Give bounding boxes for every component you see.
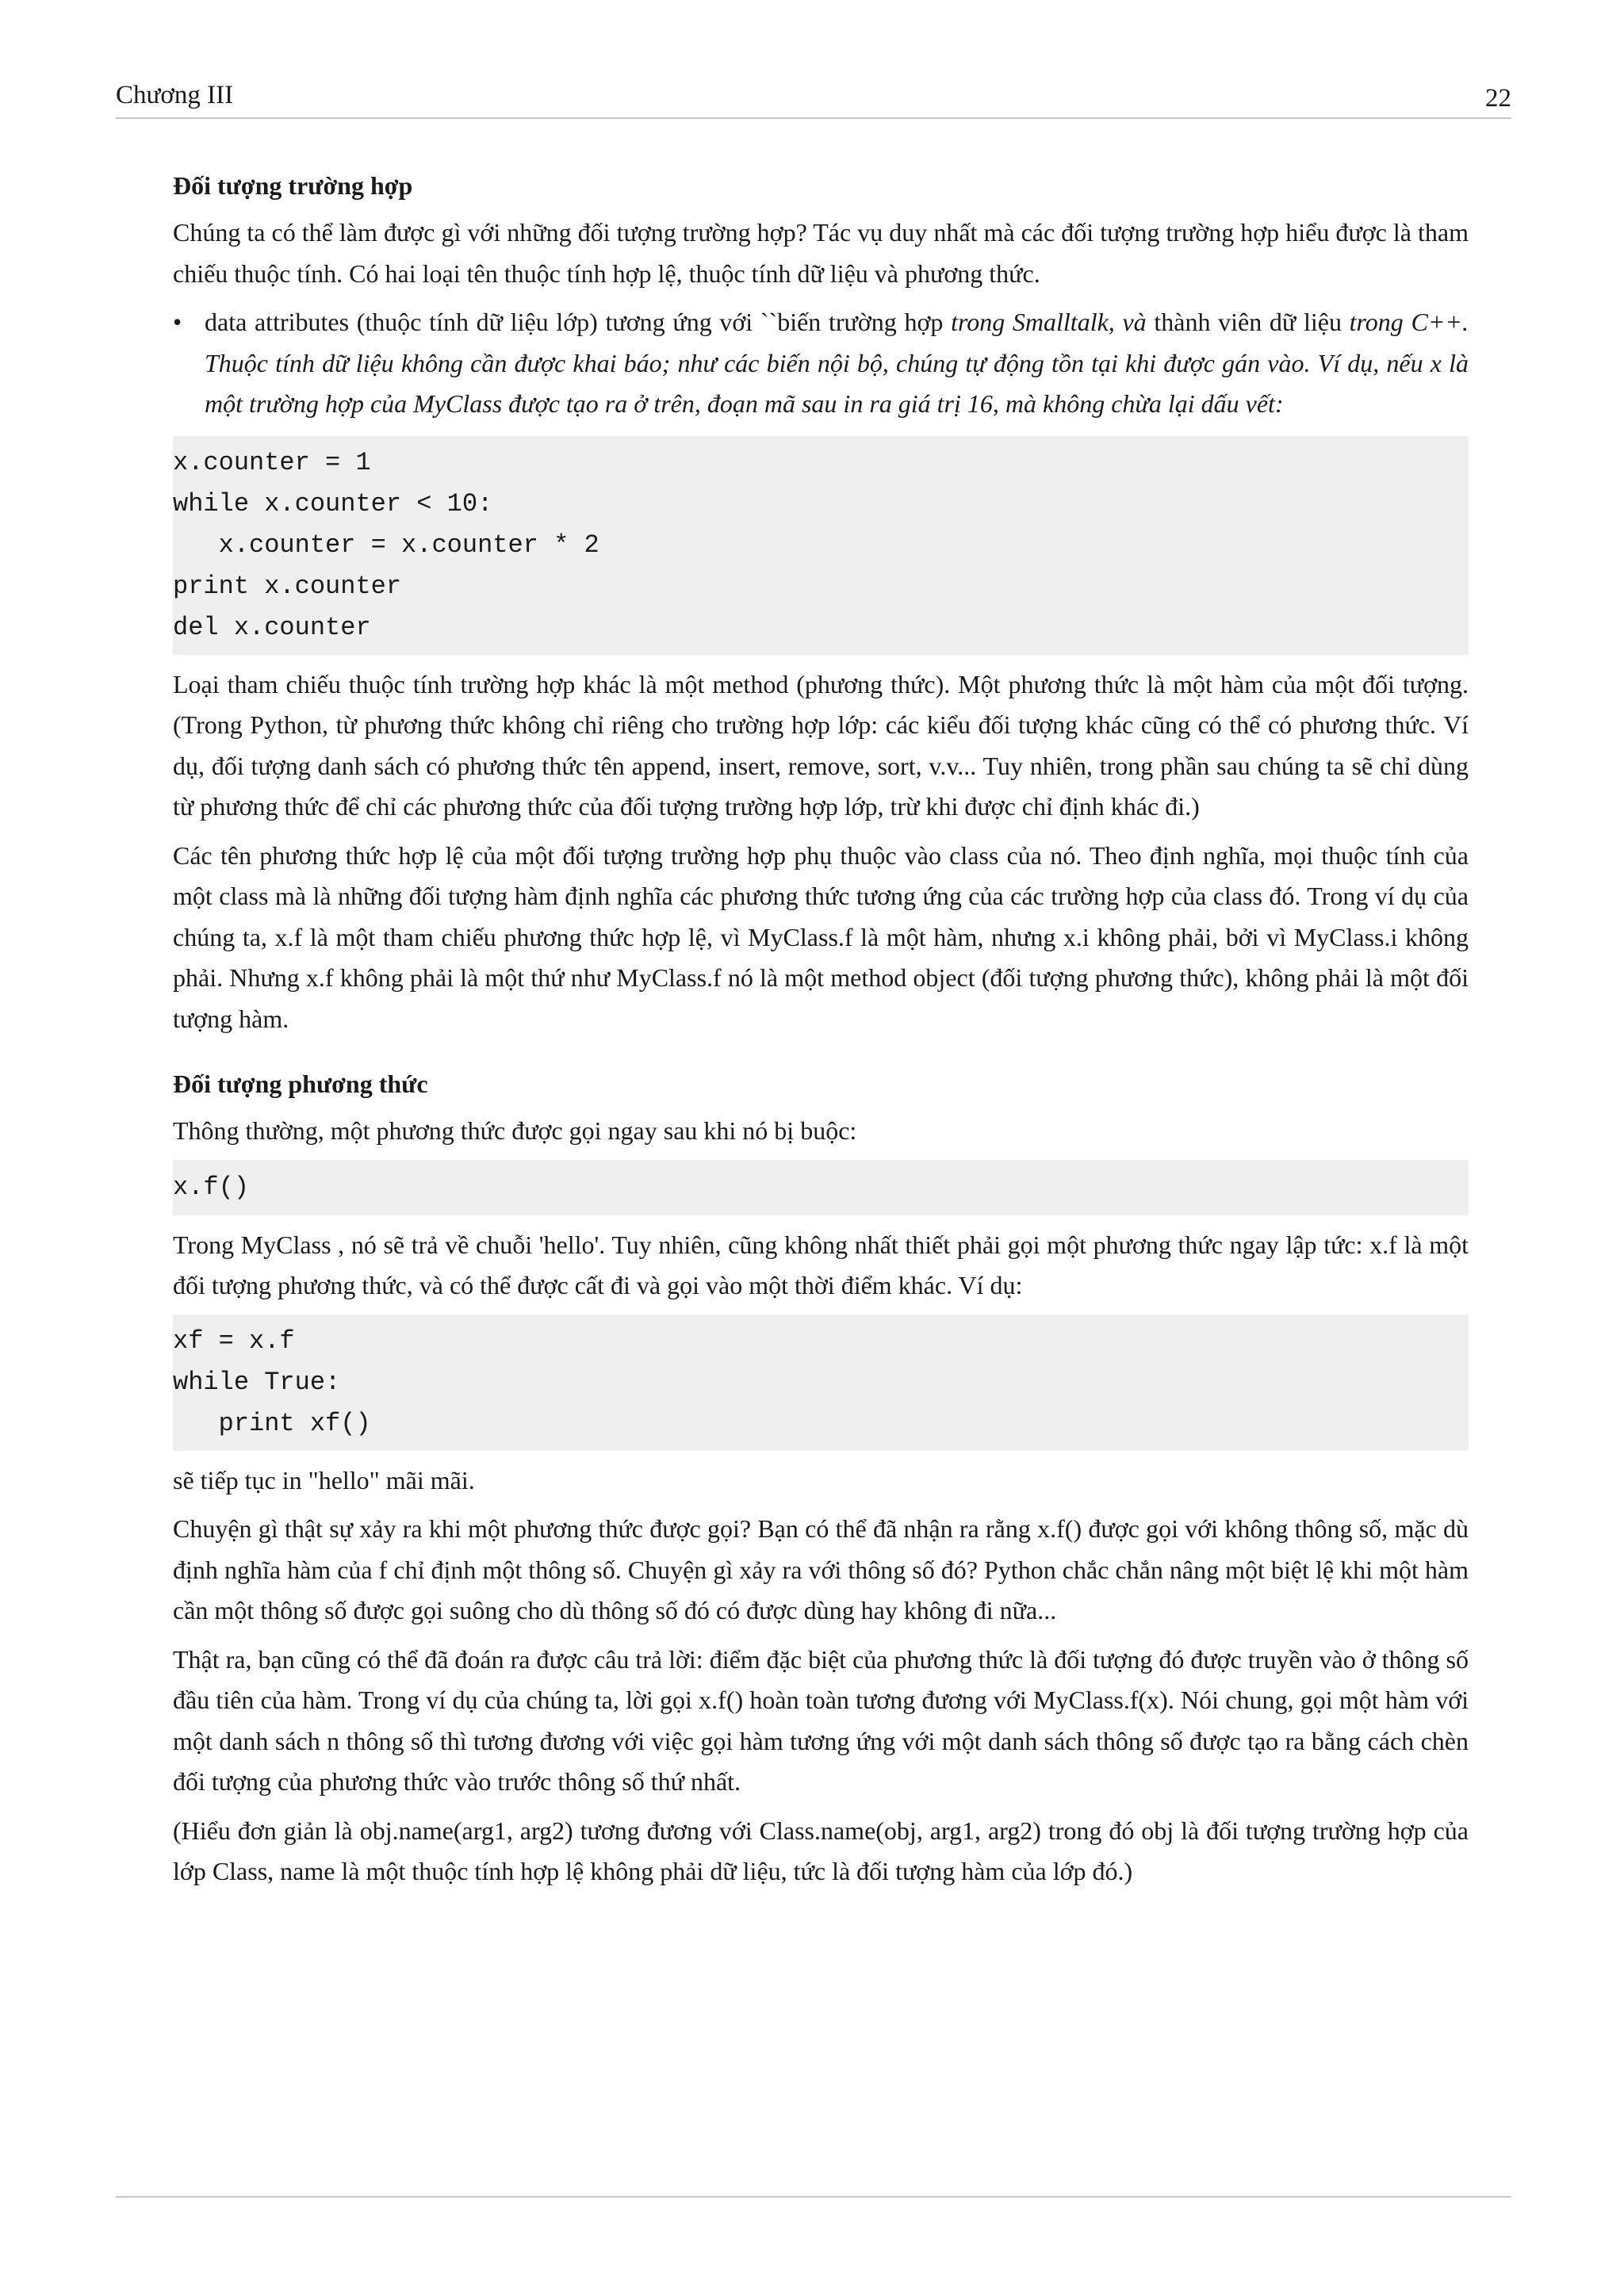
page-number: 22 <box>1485 84 1511 113</box>
code-line: while x.counter < 10: <box>173 488 493 519</box>
code-block <box>173 436 1469 655</box>
paragraph: Thông thường, một phương thức được gọi ngay sau khi nó bị buộc: <box>173 1116 857 1145</box>
paragraph: sẽ tiếp tục in "hello" mãi mãi. <box>173 1465 475 1494</box>
page-header <box>116 78 1511 119</box>
paragraph: Loại tham chiếu thuộc tính trường hợp khác là một method (phương thức). Một phương thức là một hàm của một đối tượng. (Trong Python, từ phương thức không chỉ riêng cho trường hợp lớp: các kiểu đối tượng khác cũng có thể có phương thức. Ví dụ, đối tượng danh sách có phương thức tên append, insert, remove, sort, v.v... Tuy nhiên, trong phần sau chúng ta sẽ chỉ dùng từ phương thức để chỉ các phương thức của đối tượng trường hợp lớp, trừ khi được chỉ định khác đi.) <box>173 669 1469 821</box>
code-line: x.counter = 1 <box>173 447 371 477</box>
code-line: x.counter = x.counter * 2 <box>173 530 599 560</box>
bullet-icon: • <box>173 308 182 336</box>
paragraph: Chuyện gì thật sự xảy ra khi một phương thức được gọi? Bạn có thể đã nhận ra rằng x.f() được gọi với không thông số, mặc dù định nghĩa hàm của f chỉ định một thông số. Chuyện gì xảy ra với thông số đó? Python chắc chắn nâng một biệt lệ khi một hàm cần một thông số được gọi suông cho dù thông số đó có được dùng hay không đi nữa... <box>173 1514 1469 1624</box>
bullet-text-italic: trong Smalltalk, và <box>951 308 1155 336</box>
bullet-list <box>173 302 1469 425</box>
code-line: print x.counter <box>173 571 402 601</box>
code-block <box>173 1314 1469 1451</box>
section-title-method-objects: Đối tượng phương thức <box>173 1070 428 1098</box>
footer-rule <box>116 2196 1511 2198</box>
section-title-instance-objects: Đối tượng trường hợp <box>173 171 413 200</box>
code-line: while True: <box>173 1367 341 1397</box>
code-line: print xf() <box>173 1408 371 1438</box>
page-content <box>173 165 1469 1900</box>
paragraph: Thật ra, bạn cũng có thể đã đoán ra được câu trả lời: điểm đặc biệt của phương thức là đối tượng đó được truyền vào ở thông số đầu tiên của hàm. Trong ví dụ của chúng ta, lời gọi x.f() hoàn toàn tương đương với MyClass.f(x). Nói chung, gọi một hàm với một danh sách n thông số thì tương đương với việc gọi hàm tương ứng với một danh sách thông số được tạo ra bằng cách chèn đối tượng của phương thức vào trước thông số thứ nhất. <box>173 1644 1469 1796</box>
code-line: x.f() <box>173 1172 250 1202</box>
code-line: del x.counter <box>173 612 371 642</box>
bullet-text: data attributes (thuộc tính dữ liệu lớp) tương ứng với ``biến trường hợp <box>205 308 952 336</box>
paragraph: Các tên phương thức hợp lệ của một đối tượng trường hợp phụ thuộc vào class của nó. Theo định nghĩa, mọi thuộc tính của một class mà là những đối tượng hàm định nghĩa các phương thức tương ứng của các trường hợp của class đó. Trong ví dụ của chúng ta, x.f là một tham chiếu phương thức hợp lệ, vì MyClass.f là một hàm, nhưng x.i không phải, bởi vì MyClass.i không phải. Nhưng x.f không phải là một thứ như MyClass.f nó là một method object (đối tượng phương thức), không phải là một đối tượng hàm. <box>173 840 1469 1033</box>
bullet-text-italic: trong C++. Thuộc tính dữ liệu không cần được khai báo; như các biến nội bộ, chúng tự động tồn tại khi được gán vào. Ví dụ, nếu x là một trường hợp của MyClass được tạo ra ở trên, đoạn mã sau in ra giá trị 16, mà không chừa lại dấu vết: <box>205 308 1469 418</box>
list-item <box>173 302 1469 425</box>
code-block <box>173 1160 1469 1215</box>
paragraph: (Hiểu đơn giản là obj.name(arg1, arg2) tương đương với Class.name(obj, arg1, arg2) trong đó obj là đối tượng trường hợp của lớp Class, name là một thuộc tính hợp lệ không phải dữ liệu, tức là đối tượng hàm của lớp đó.) <box>173 1816 1469 1885</box>
paragraph: Trong MyClass , nó sẽ trả về chuỗi 'hello'. Tuy nhiên, cũng không nhất thiết phải gọi một phương thức ngay lập tức: x.f là một đối tượng phương thức, và có thể được cất đi và gọi vào một thời điểm khác. Ví dụ: <box>173 1230 1469 1299</box>
code-line: xf = x.f <box>173 1326 295 1356</box>
paragraph: Chúng ta có thể làm được gì với những đối tượng trường hợp? Tác vụ duy nhất mà các đối tượng trường hợp hiểu được là tham chiếu thuộc tính. Có hai loại tên thuộc tính hợp lệ, thuộc tính dữ liệu và phương thức. <box>173 218 1469 288</box>
chapter-title: Chương III <box>116 81 234 109</box>
bullet-text: thành viên dữ liệu <box>1154 308 1350 336</box>
